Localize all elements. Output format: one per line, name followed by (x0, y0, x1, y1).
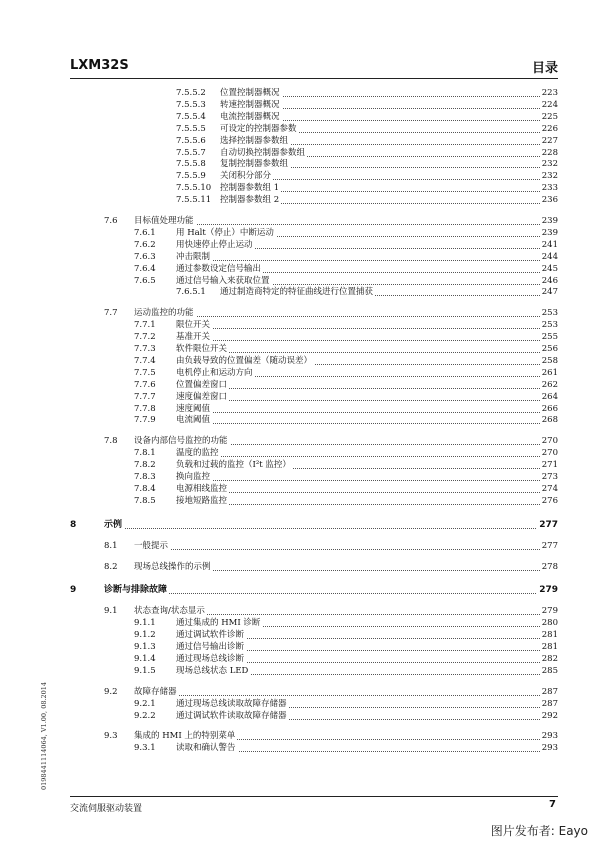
toc-entry[interactable] (0, 88, 600, 99)
toc-leader-dots (104, 528, 542, 529)
toc-entry-page: 264 (541, 391, 558, 402)
toc-entry-number: 9 (70, 585, 77, 596)
toc-entry-title: 诊断与排除故障 (104, 585, 168, 596)
toc-entry-number: 7.6.1 (134, 227, 156, 238)
toc-entry-title: 电机停止和运动方向 (176, 367, 253, 378)
toc-entry-number: 9.1 (104, 606, 118, 617)
toc-entry-number: 7.5.5.2 (176, 88, 206, 98)
toc-leader-dots (176, 456, 542, 457)
toc-entry-title: 目标值处理功能 (134, 216, 194, 226)
toc-entry-title: 集成的 HMI 上的特别菜单 (134, 731, 236, 742)
toc-leader-dots (176, 480, 542, 481)
toc-entry[interactable] (0, 344, 600, 355)
toc-entry-number: 9.2.2 (134, 710, 156, 721)
toc-entry-title: 冲击限制 (176, 251, 211, 262)
toc-entry[interactable] (0, 159, 600, 170)
toc-entry[interactable] (0, 520, 600, 531)
toc-entry-number: 9.1.3 (134, 642, 156, 652)
toc-entry[interactable] (0, 606, 600, 617)
toc-entry-number: 7.5.5.3 (176, 99, 206, 110)
toc-entry[interactable] (0, 743, 600, 754)
toc-entry-page: 273 (541, 472, 558, 482)
toc-entry-page: 232 (541, 171, 558, 182)
toc-entry-title: 读取和确认警告 (176, 743, 236, 754)
toc-leader-dots (176, 328, 542, 329)
toc-entry-title: 限位开关 (176, 320, 211, 331)
toc-entry-number: 7.7 (104, 308, 118, 319)
toc-entry-number: 9.1.1 (134, 618, 156, 629)
toc-entry-title: 故障存储器 (134, 686, 177, 697)
toc-entry[interactable] (0, 380, 600, 391)
toc-entry-number: 7.5.5.4 (176, 111, 206, 122)
toc-entry[interactable] (0, 460, 600, 471)
toc-entry-page: 280 (541, 618, 558, 629)
toc-entry-title: 位置控制器概况 (220, 88, 280, 98)
toc-entry-title: 速度偏差窗口 (176, 391, 228, 402)
toc-entry-title: 通过调试软件诊断 (176, 630, 245, 641)
toc-entry[interactable] (0, 618, 600, 629)
toc-entry-page: 253 (541, 320, 558, 331)
header-section-title: 目录 (531, 61, 558, 76)
toc-entry-page: 262 (541, 379, 558, 390)
toc-entry-number: 7.7.5 (134, 367, 156, 378)
toc-entry[interactable] (0, 642, 600, 653)
toc-entry-title: 状态查询/状态显示 (134, 606, 205, 617)
toc-entry[interactable] (0, 484, 600, 495)
toc-entry-title: 用快速停止停止运动 (176, 239, 253, 250)
toc-entry-page: 279 (539, 585, 558, 596)
toc-entry-page: 279 (541, 606, 558, 617)
toc-entry-title: 关闭积分部分 (220, 171, 272, 182)
toc-entry-number: 7.7.7 (134, 391, 156, 402)
toc-entry-page: 239 (541, 216, 558, 226)
toc-entry[interactable] (0, 472, 600, 483)
toc-leader-dots (176, 400, 542, 401)
side-document-code: 0198441114064, V1.00, 08.2014 (40, 681, 48, 790)
toc-entry-title: 通过信号输入来获取位置 (176, 275, 270, 286)
toc-entry-page: 253 (541, 308, 558, 319)
toc-entry-number: 7.5.5.11 (176, 195, 212, 206)
toc-entry-title: 通过制造商特定的特征曲线进行位置捕获 (220, 287, 374, 298)
toc-entry-title: 现场总线操作的示例 (134, 561, 211, 572)
toc-entry-title: 通过集成的 HMI 诊断 (176, 618, 261, 629)
toc-entry-page: 277 (541, 540, 558, 551)
toc-entry-title: 设备内部信号监控的功能 (134, 436, 228, 447)
toc-entry-title: 速度阈值 (176, 403, 211, 414)
toc-entry-title: 温度的监控 (176, 448, 219, 459)
toc-entry-page: 287 (541, 698, 558, 709)
toc-entry-number: 7.8.4 (134, 483, 156, 494)
toc-entry[interactable] (0, 415, 600, 426)
toc-entry-title: 负载和过载的监控（I²t 监控） (176, 460, 291, 471)
toc-leader-dots (176, 352, 542, 353)
footer-rule (70, 796, 558, 797)
toc-entry-number: 7.8.1 (134, 448, 156, 459)
toc-leader-dots (176, 412, 542, 413)
toc-entry-number: 7.6.5.1 (176, 287, 206, 298)
toc-leader-dots (176, 388, 542, 389)
toc-entry-number: 7.8.2 (134, 460, 156, 471)
toc-entry[interactable] (0, 320, 600, 331)
toc-entry-page: 246 (541, 275, 558, 286)
toc-entry[interactable] (0, 731, 600, 742)
toc-entry[interactable] (0, 392, 600, 403)
toc-entry-page: 258 (541, 355, 558, 366)
toc-leader-dots (176, 492, 542, 493)
toc-entry[interactable] (0, 585, 600, 596)
toc-entry-title: 电源相线监控 (176, 483, 228, 494)
toc-entry[interactable] (0, 436, 600, 447)
toc-entry-number: 8 (70, 519, 77, 530)
toc-entry-number: 8.1 (104, 540, 118, 551)
toc-entry-number: 9.1.5 (134, 665, 156, 676)
toc-entry[interactable] (0, 100, 600, 111)
toc-entry-title: 通过信号输出诊断 (176, 642, 245, 652)
toc-entry-page: 232 (541, 159, 558, 170)
toc-entry-page: 292 (541, 710, 558, 721)
toc-entry-page: 223 (541, 88, 558, 98)
toc-entry-title: 一般提示 (134, 540, 169, 551)
toc-entry-title: 接地短路监控 (176, 495, 228, 506)
toc-entry-page: 245 (541, 263, 558, 274)
toc-entry-number: 7.7.2 (134, 332, 156, 343)
toc-entry-page: 239 (541, 227, 558, 238)
toc-entry-page: 236 (541, 195, 558, 206)
toc-entry-number: 7.7.8 (134, 403, 156, 414)
toc-entry-page: 255 (541, 332, 558, 343)
toc-entry-title: 可设定的控制器参数 (220, 123, 297, 134)
toc-entry-number: 7.7.6 (134, 379, 156, 390)
toc-entry-page: 282 (541, 653, 558, 664)
toc-entry-number: 7.8.5 (134, 495, 156, 506)
toc-entry-page: 270 (541, 436, 558, 447)
toc-entry-page: 226 (541, 123, 558, 134)
toc-leader-dots (176, 260, 542, 261)
toc-entry-page: 293 (541, 731, 558, 742)
toc-entry[interactable] (0, 356, 600, 367)
toc-entry-title: 控制器参数组 2 (220, 195, 280, 206)
toc-entry[interactable] (0, 264, 600, 275)
toc-entry-page: 293 (541, 743, 558, 754)
toc-entry[interactable] (0, 368, 600, 379)
toc-entry[interactable] (0, 404, 600, 415)
toc-entry-page: 266 (541, 403, 558, 414)
toc-entry[interactable] (0, 252, 600, 263)
toc-entry-number: 7.5.5.10 (176, 183, 212, 194)
toc-entry-number: 9.1.4 (134, 653, 156, 664)
toc-entry[interactable] (0, 699, 600, 710)
toc-entry-page: 276 (541, 495, 558, 506)
watermark: 图片发布者: Eayo (490, 824, 588, 838)
toc-entry[interactable] (0, 332, 600, 343)
toc-entry[interactable] (0, 124, 600, 135)
toc-entry[interactable] (0, 687, 600, 698)
toc-entry-page: 270 (541, 448, 558, 459)
toc-entry-number: 7.5.5.7 (176, 147, 206, 158)
toc-entry-number: 7.8 (104, 436, 118, 447)
toc-entry[interactable] (0, 195, 600, 206)
toc-entry[interactable] (0, 216, 600, 227)
toc-entry[interactable] (0, 112, 600, 123)
toc-entry-number: 7.6.2 (134, 239, 156, 250)
toc-entry-title: 通过现场总线诊断 (176, 653, 245, 664)
toc-entry-number: 7.7.1 (134, 320, 156, 331)
toc-entry-number: 7.6.5 (134, 275, 156, 286)
toc-entry-title: 通过调试软件读取故障存储器 (176, 710, 287, 721)
toc-entry-title: 转速控制器概况 (220, 99, 280, 110)
toc-entry[interactable] (0, 240, 600, 251)
toc-entry-number: 7.6 (104, 216, 118, 226)
toc-entry-number: 7.5.5.6 (176, 135, 206, 146)
toc-entry[interactable] (0, 654, 600, 665)
toc-entry-title: 软件限位开关 (176, 344, 228, 354)
toc-entry-title: 示例 (104, 519, 123, 530)
toc-leader-dots (134, 549, 542, 550)
toc-entry-number: 9.1.2 (134, 630, 156, 641)
toc-entry-page: 271 (541, 460, 558, 471)
toc-entry[interactable] (0, 136, 600, 147)
toc-entry-number: 9.2 (104, 686, 118, 697)
toc-entry[interactable] (0, 448, 600, 459)
toc-entry-title: 自动切换控制器参数组 (220, 147, 306, 158)
toc-entry-title: 通过现场总线读取故障存储器 (176, 698, 287, 709)
toc-entry-number: 9.2.1 (134, 698, 156, 709)
toc-entry-title: 现场总线状态 LED (176, 665, 249, 676)
toc-entry-page: 256 (541, 344, 558, 354)
footer-doc-type: 交流伺服驱动装置 (70, 804, 143, 814)
toc-entry-title: 电流控制器概况 (220, 111, 280, 122)
toc-entry-page: 225 (541, 111, 558, 122)
toc-entry-number: 7.6.3 (134, 251, 156, 262)
toc-entry-page: 287 (541, 686, 558, 697)
toc-entry[interactable] (0, 148, 600, 159)
toc-entry[interactable] (0, 308, 600, 319)
toc-entry-title: 位置偏差窗口 (176, 379, 228, 390)
toc-leader-dots (134, 695, 542, 696)
toc-entry-number: 8.2 (104, 561, 118, 572)
header-doc-title: LXM32S (70, 58, 129, 73)
toc-entry-page: 224 (541, 99, 558, 110)
toc-entry-page: 247 (541, 287, 558, 298)
toc-entry-number: 7.7.3 (134, 344, 156, 354)
toc-entry[interactable] (0, 276, 600, 287)
toc-entry-number: 7.6.4 (134, 263, 156, 274)
toc-entry[interactable] (0, 562, 600, 573)
toc-leader-dots (176, 504, 542, 505)
footer-page-number: 7 (549, 799, 556, 810)
toc-entry-number: 7.7.9 (134, 415, 156, 426)
toc-entry[interactable] (0, 228, 600, 239)
toc-entry[interactable] (0, 541, 600, 552)
toc-entry-page: 228 (541, 147, 558, 158)
toc-entry-number: 9.3.1 (134, 743, 156, 754)
toc-leader-dots (176, 340, 542, 341)
toc-entry-number: 7.5.5.9 (176, 171, 206, 182)
toc-entry-title: 通过参数设定信号输出 (176, 263, 262, 274)
toc-entry-number: 7.5.5.8 (176, 159, 206, 170)
toc-entry-number: 7.8.3 (134, 472, 156, 482)
toc-entry-page: 274 (541, 483, 558, 494)
toc-entry-number: 9.3 (104, 731, 118, 742)
toc-entry-title: 由负载导致的位置偏差（随动误差） (176, 355, 313, 366)
toc-entry-title: 运动监控的功能 (134, 308, 194, 319)
toc-entry[interactable] (0, 630, 600, 641)
toc-entry-page: 233 (541, 183, 558, 194)
toc-entry[interactable] (0, 666, 600, 677)
toc-entry-page: 285 (541, 665, 558, 676)
toc-leader-dots (176, 423, 542, 424)
toc-entry-title: 控制器参数组 1 (220, 183, 280, 194)
toc-entry-page: 244 (541, 251, 558, 262)
toc-entry-page: 281 (541, 642, 558, 652)
toc-entry-page: 278 (541, 561, 558, 572)
toc-entry-title: 换向监控 (176, 472, 211, 482)
toc-entry-title: 电流阈值 (176, 415, 211, 426)
toc-entry[interactable] (0, 287, 600, 298)
toc-entry-page: 227 (541, 135, 558, 146)
toc-entry-page: 281 (541, 630, 558, 641)
toc-entry-title: 选择控制器参数组 (220, 135, 289, 146)
toc-entry-number: 7.7.4 (134, 355, 156, 366)
toc-entry-page: 241 (541, 239, 558, 250)
toc-entry-page: 261 (541, 367, 558, 378)
toc-entry-page: 277 (539, 519, 558, 530)
toc-leader-dots (104, 593, 542, 594)
toc-entry[interactable] (0, 171, 600, 182)
toc-entry-title: 复制控制器参数组 (220, 159, 289, 170)
toc-entry[interactable] (0, 711, 600, 722)
toc-entry-number: 7.5.5.5 (176, 123, 206, 134)
toc-entry[interactable] (0, 183, 600, 194)
toc-entry-title: 用 Halt（停止）中断运动 (176, 227, 274, 238)
toc-entry-page: 268 (541, 415, 558, 426)
toc-entry[interactable] (0, 496, 600, 507)
toc-entry-title: 基准开关 (176, 332, 211, 343)
